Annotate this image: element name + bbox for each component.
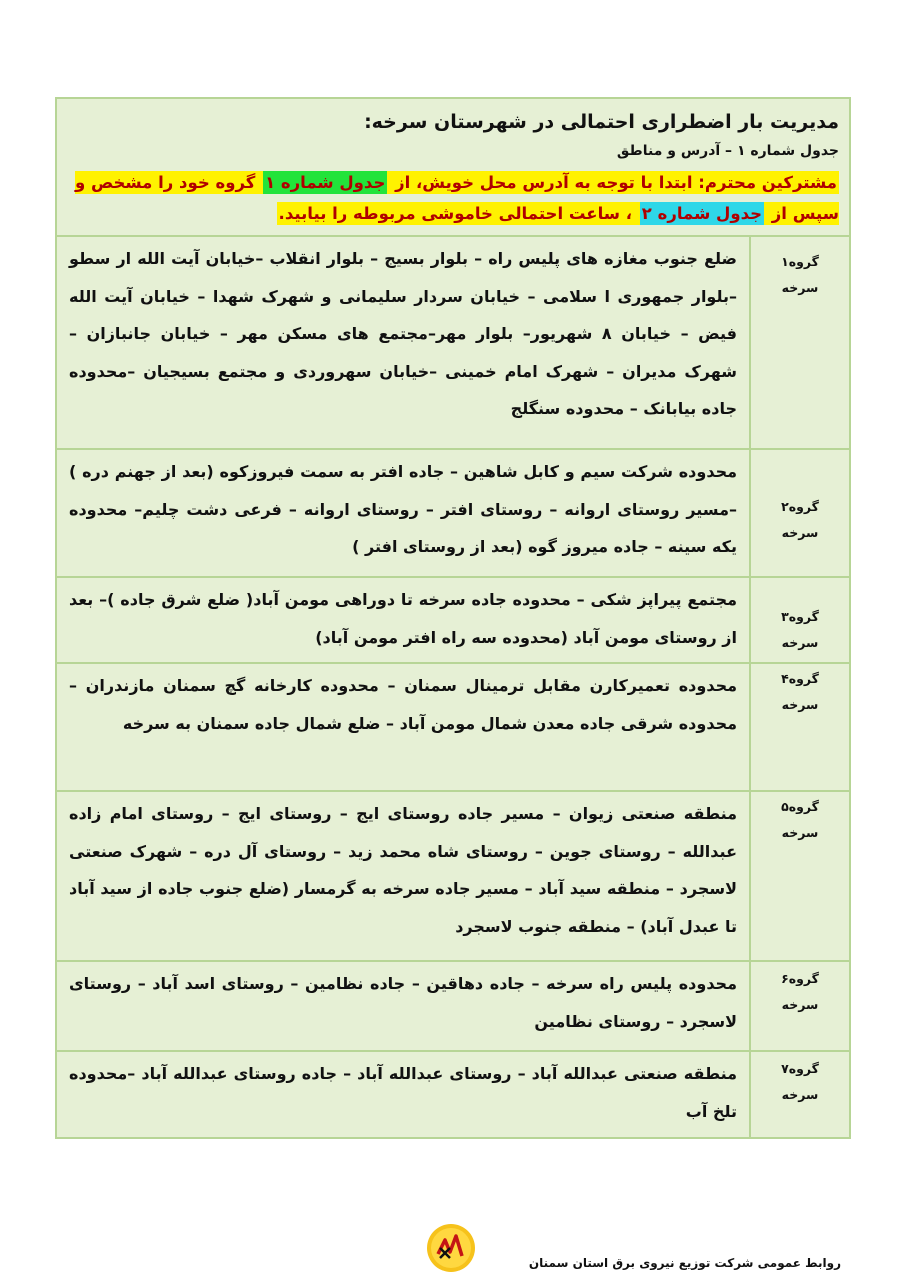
group-name: گروه۵ xyxy=(781,799,819,814)
groups-table xyxy=(57,237,849,1137)
table-row xyxy=(57,237,849,449)
group-address: محدوده شرکت سیم و کابل شاهین – جاده افتر به سمت فیروزکوه (بعد از جهنم دره ) –مسیر روستای اروانه – روستای افتر – روستای اروانه – فرعی دشت چلیم– محدوده یکه سینه – جاده میروز گوه (بعد از روستای افتر ) xyxy=(57,449,750,577)
table-subtitle: جدول شماره ۱ – آدرس و مناطق xyxy=(616,143,839,159)
group-name: گروه۱ xyxy=(781,254,819,269)
notice-part-1: مشترکین محترم: ابتدا با توجه به آدرس محل خویش، از xyxy=(389,173,837,192)
notice-part-3: ، ساعت احتمالی خاموشی مربوطه را بیابید. xyxy=(278,204,638,223)
table-row xyxy=(57,449,849,577)
group-address: مجتمع پیراپز شکی – محدوده جاده سرخه تا دوراهی مومن آباد( ضلع شرق جاده )– بعد از روستای مومن آباد (محدوده سه راه افتر مومن آباد) xyxy=(57,577,750,663)
group-name: گروه۶ xyxy=(781,971,819,986)
group-address: منطقه صنعتی زیوان – مسیر جاده روستای ایج – روستای ایج – روستای امام زاده عبدالله – روستای جوین – روستای شاه محمد زید – روستای آل دره – شهرک صنعتی لاسجرد – منطقه سید آباد – مسیر جاده سرخه به گرمسار (ضلع جنوب جاده از سید آباد تا عبدل آباد) – منطقه جنوب لاسجرد xyxy=(57,791,750,961)
document-header xyxy=(57,99,849,237)
table-row xyxy=(57,1051,849,1137)
notice-table2-ref: جدول شماره ۲ xyxy=(641,204,763,223)
table-row xyxy=(57,961,849,1051)
group-city: سرخه xyxy=(781,697,819,712)
group-cell xyxy=(750,791,849,961)
group-address: محدوده پلیس راه سرخه – جاده دهاقین – جاده نظامین – روستای اسد آباد – روستای لاسجرد – روستای نظامین xyxy=(57,961,750,1051)
group-address: ضلع جنوب مغازه های پلیس راه – بلوار بسیج – بلوار انقلاب –خیابان آیت الله ار سطو –بلوار جمهوری ا سلامی – خیابان سردار سلیمانی و شهرک شهدا – خیابان آیت الله فیض – خیابان ۸ شهریور– بلوار مهر–مجتمع های مسکن مهر – خیابان جانبازان – شهرک مدیران – شهرک امام خمینی –خیابان سهروردی و مجتمع بسیجیان –محدوده جاده بیابانک – محدوده سنگلج xyxy=(69,249,737,418)
group-city: سرخه xyxy=(781,280,819,295)
group-cell xyxy=(750,663,849,791)
notice-table1-ref: جدول شماره ۱ xyxy=(265,173,386,192)
group-city: سرخه xyxy=(781,525,819,540)
power-company-logo-icon xyxy=(425,1222,477,1274)
table-row xyxy=(57,791,849,961)
group-cell xyxy=(750,237,849,449)
group-name: گروه۷ xyxy=(781,1061,819,1076)
footer-text: روابط عمومی شرکت توزیع نیروی برق استان سمنان xyxy=(528,1256,841,1270)
group-address: محدوده تعمیرکارن مقابل ترمینال سمنان – محدوده کارخانه گچ سمنان مازندران – محدوده شرقی جاده معدن شمال مومن آباد – ضلع شمال جاده سمنان به سرخه xyxy=(57,663,750,791)
table-row xyxy=(57,577,849,663)
group-city: سرخه xyxy=(781,635,819,650)
group-city: سرخه xyxy=(781,997,819,1012)
customer-notice xyxy=(67,167,839,229)
notice-part-2: گروه خود را مشخص و سپس از xyxy=(74,173,839,223)
page-title: مدیریت بار اضطراری احتمالی در شهرستان سرخه: xyxy=(364,111,839,133)
group-city: سرخه xyxy=(781,825,819,840)
outage-document xyxy=(55,97,851,1139)
group-name: گروه۲ xyxy=(781,499,819,514)
group-cell xyxy=(750,1051,849,1137)
group-city: سرخه xyxy=(781,1087,819,1102)
group-name: گروه۴ xyxy=(781,671,819,686)
group-cell xyxy=(750,961,849,1051)
group-address: منطقه صنعتی عبدالله آباد – روستای عبدالله آباد – جاده روستای عبدالله آباد –محدوده تلخ آب xyxy=(57,1051,750,1137)
group-name: گروه۳ xyxy=(781,609,819,624)
table-row xyxy=(57,663,849,791)
page-footer xyxy=(0,1222,905,1280)
group-cell xyxy=(750,449,849,577)
group-cell xyxy=(750,577,849,663)
